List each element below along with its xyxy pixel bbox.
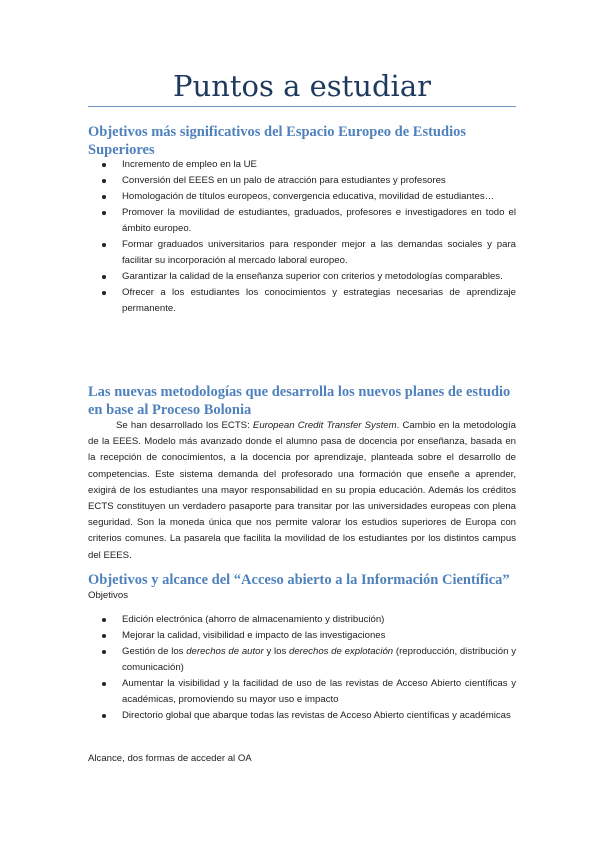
- list-item: Formar graduados universitarios para responder mejor a las demandas sociales y para facilitar su incorporación al mercado laboral europeo.: [88, 237, 516, 269]
- list-item: Garantizar la calidad de la enseñanza superior con criterios y metodologías comparables.: [88, 269, 516, 285]
- bullet-icon: [102, 714, 106, 718]
- bullet-icon: [102, 243, 106, 247]
- page-title: Puntos a estudiar: [173, 69, 431, 103]
- title-underline: [88, 106, 516, 107]
- section1-list: [88, 157, 516, 317]
- list-item: Gestión de los derechos de autor y los derechos de explotación (reproducción, distribución y comunicación): [88, 644, 516, 676]
- list-item: Promover la movilidad de estudiantes, graduados, profesores e investigadores en todo el ámbito europeo.: [88, 205, 516, 237]
- section3-list: [88, 612, 516, 724]
- list-item: Conversión del EEES en un palo de atracción para estudiantes y profesores: [88, 173, 516, 189]
- bullet-icon: [102, 291, 106, 295]
- section1-heading: Objetivos más significativos del Espacio Europeo de Estudios Superiores: [88, 124, 466, 158]
- section2-heading: Las nuevas metodologías que desarrolla los nuevos planes de estudio en base al Proceso Bolonia: [88, 384, 511, 418]
- list-item: Homologación de títulos europeos, convergencia educativa, movilidad de estudiantes…: [88, 189, 516, 205]
- list-item: Mejorar la calidad, visibilidad e impacto de las investigaciones: [88, 628, 516, 644]
- section2-paragraph: Se han desarrollado los ECTS: European Credit Transfer System. Cambio en la metodología de la EEES. Modelo más avanzado donde el alumno pasa de docencia por enseñanza, basada en la recepción de conocimientos, a la docencia por aprendizaje, planteada sobre el desarrollo de competencias. Este sistema demanda del profesorado una formación que enseñe a aprender, exigirá de los estudiantes una mayor responsabilidad en su propia educación. Además los créditos ECTS constituyen un verdadero pasaporte para transitar por las universidades europeas con plena seguridad. Son la moneda única que nos permite valorar los estudios superiores de Europa con criterios comunes. La pasarela que facilita la movilidad de los estudiantes por los distintos campus del EEES.: [88, 420, 516, 561]
- bullet-icon: [102, 275, 106, 279]
- list-item: Aumentar la visibilidad y la facilidad de uso de las revistas de Acceso Abierto científicas y académicas, promoviendo su mayor uso e impacto: [88, 676, 516, 708]
- section3-heading: Objetivos y alcance del “Acceso abierto a la Información Científica”: [88, 572, 510, 588]
- list-item: Edición electrónica (ahorro de almacenamiento y distribución): [88, 612, 516, 628]
- section3-subheading: Objetivos: [88, 590, 128, 601]
- bullet-icon: [102, 179, 106, 183]
- bullet-icon: [102, 634, 106, 638]
- bullet-icon: [102, 650, 106, 654]
- bullet-icon: [102, 211, 106, 215]
- bullet-icon: [102, 195, 106, 199]
- bullet-icon: [102, 618, 106, 622]
- section3-footer: Alcance, dos formas de acceder al OA: [88, 753, 252, 764]
- bullet-icon: [102, 682, 106, 686]
- list-item: Directorio global que abarque todas las revistas de Acceso Abierto científicas y académicas: [88, 708, 516, 724]
- bullet-icon: [102, 163, 106, 167]
- list-item: Ofrecer a los estudiantes los conocimientos y estrategias necesarias de aprendizaje permanente.: [88, 285, 516, 317]
- list-item: Incremento de empleo en la UE: [88, 157, 516, 173]
